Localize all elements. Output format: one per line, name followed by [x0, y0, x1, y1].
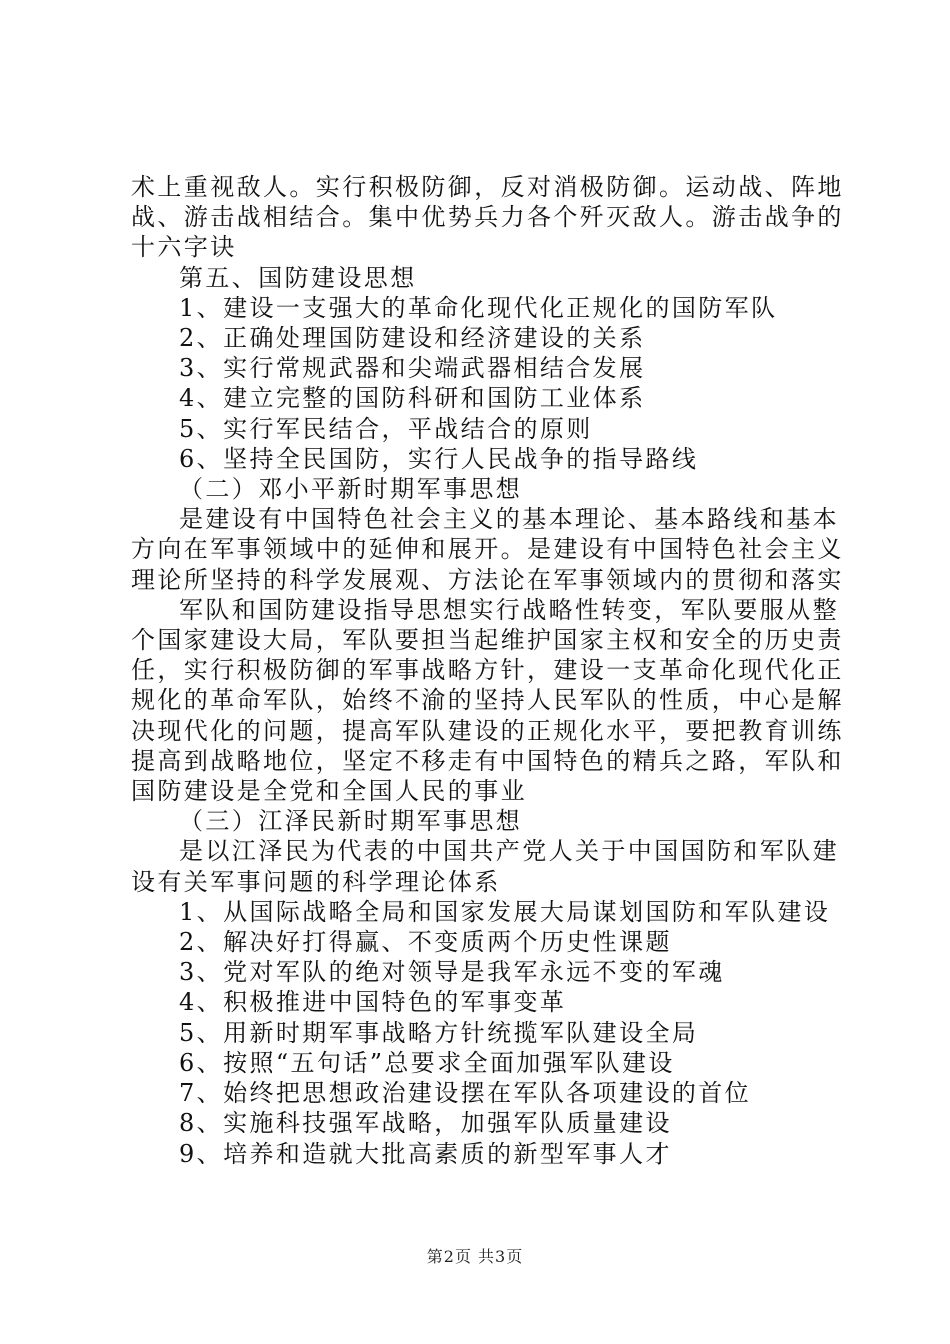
list-item: 8、实施科技强军战略，加强军队质量建设: [179, 1109, 672, 1138]
paragraph-line: 设有关军事问题的科学理论体系: [131, 867, 501, 896]
list-item: 7、始终把思想政治建设摆在军队各项建设的首位: [179, 1079, 752, 1108]
document-body: [131, 172, 844, 1169]
section-heading-3: （三）江泽民新时期军事思想: [179, 807, 523, 836]
paragraph-line: 理论所坚持的科学发展观、方法论在军事领域内的贯彻和落实: [131, 565, 844, 594]
list-item: 1、从国际战略全局和国家发展大局谋划国防和军队建设: [179, 897, 831, 926]
list-item: 9、培养和造就大批高素质的新型军事人才: [179, 1139, 672, 1168]
list-item: 2、解决好打得赢、不变质两个历史性课题: [179, 928, 672, 957]
paragraph-line: 规化的革命军队，始终不渝的坚持人民军队的性质，中心是解: [131, 686, 844, 715]
paragraph-line: 任，实行积极防御的军事战略方针，建设一支革命化现代化正: [131, 656, 844, 685]
paragraph-line: 方向在军事领域中的延伸和展开。是建设有中国特色社会主义: [131, 535, 844, 564]
paragraph-line: 是建设有中国特色社会主义的基本理论、基本路线和基本: [179, 505, 839, 534]
list-item: 6、按照“五句话”总要求全面加强军队建设: [179, 1048, 675, 1077]
paragraph-line: 国防建设是全党和全国人民的事业: [131, 777, 527, 806]
list-item: 4、积极推进中国特色的军事变革: [179, 988, 567, 1017]
paragraph-line: 提高到战略地位，坚定不移走有中国特色的精兵之路，军队和: [131, 746, 844, 775]
list-item: 4、建立完整的国防科研和国防工业体系: [179, 384, 646, 413]
list-item: 5、用新时期军事战略方针统揽军队建设全局: [179, 1018, 699, 1047]
text-line-2: 战、游击战相结合。集中优势兵力各个歼灭敌人。游击战争的: [131, 203, 844, 232]
paragraph-line: 是以江泽民为代表的中国共产党人关于中国国防和军队建: [179, 837, 839, 866]
paragraph-line: 个国家建设大局，军队要担当起维护国家主权和安全的历史责: [131, 626, 844, 655]
text-line-3: 十六字诀: [131, 233, 237, 262]
list-item: 3、实行常规武器和尖端武器相结合发展: [179, 354, 646, 383]
paragraph-line: 军队和国防建设指导思想实行战略性转变，军队要服从整: [179, 595, 839, 624]
paragraph-line: 决现代化的问题，提高军队建设的正规化水平，要把教育训练: [131, 716, 844, 745]
page-number-footer: 第2页 共3页: [426, 1247, 524, 1266]
text-line-1: 术上重视敌人。实行积极防御，反对消极防御。运动战、阵地: [131, 173, 844, 201]
section-heading-2: （二）邓小平新时期军事思想: [179, 475, 523, 504]
section-heading-5: 第五、国防建设思想: [179, 263, 417, 292]
list-item: 3、党对军队的绝对领导是我军永远不变的军魂: [179, 958, 725, 987]
list-item: 1、建设一支强大的革命化现代化正规化的国防军队: [179, 293, 778, 322]
list-item: 2、正确处理国防建设和经济建设的关系: [179, 324, 646, 353]
list-item: 5、实行军民结合，平战结合的原则: [179, 414, 593, 443]
list-item: 6、坚持全民国防，实行人民战争的指导路线: [179, 444, 699, 473]
